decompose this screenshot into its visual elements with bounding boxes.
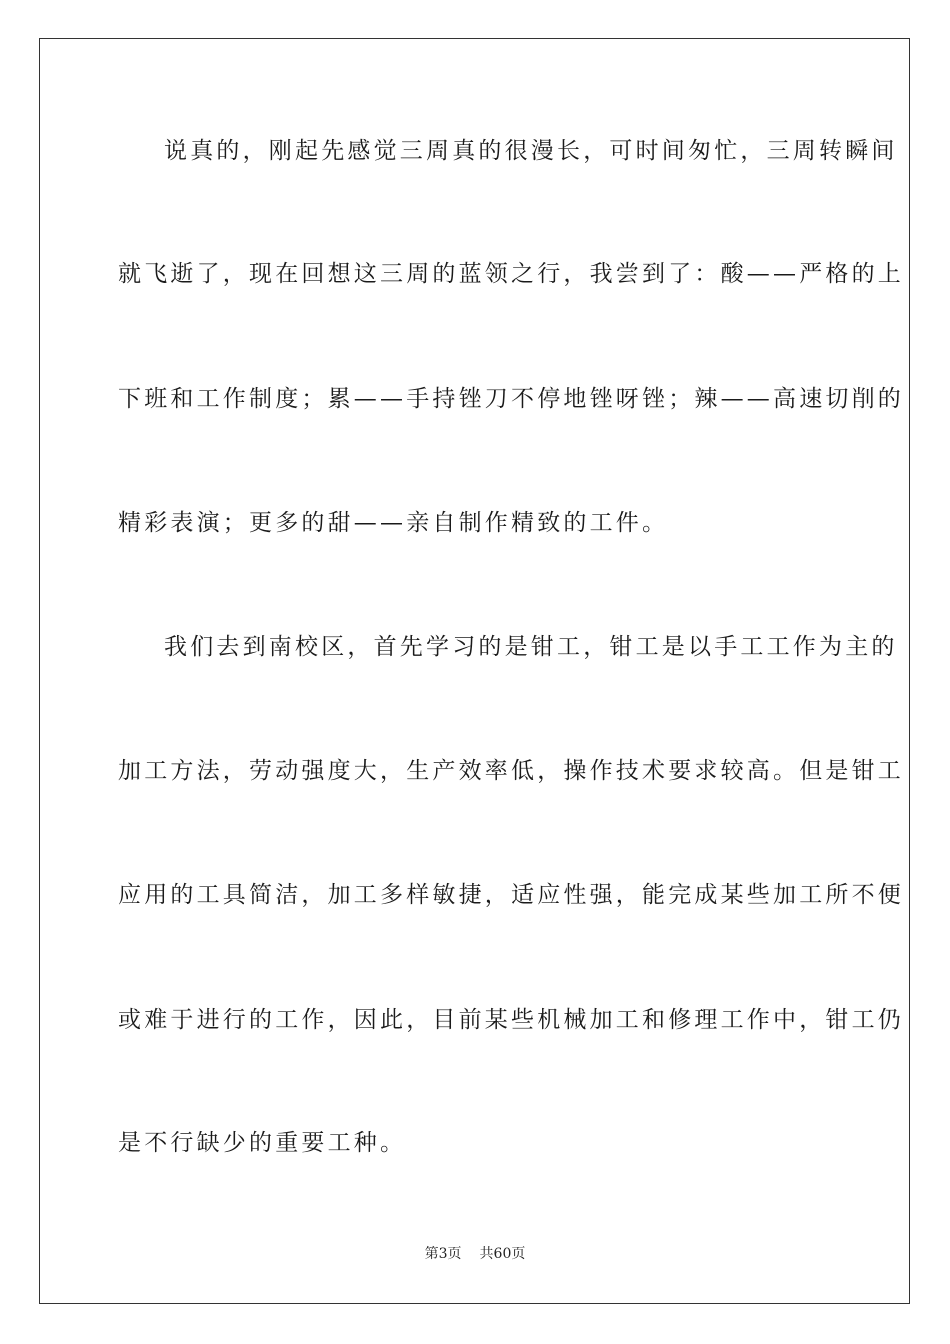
paragraph-1-line-3: 下班和工作制度；累——手持锉刀不停地锉呀锉；辣——高速切削的 [118,386,904,412]
page-border [39,38,910,1304]
paragraph-2-line-1: 我们去到南校区，首先学习的是钳工，钳工是以手工工作为主的 [164,634,898,660]
page-number: 第3页 [424,1246,462,1262]
paragraph-2-line-4: 或难于进行的工作，因此，目前某些机械加工和修理工作中，钳工仍 [118,1007,904,1033]
paragraph-1-line-2: 就飞逝了，现在回想这三周的蓝领之行，我尝到了：酸——严格的上 [118,261,904,287]
paragraph-1-line-1: 说真的，刚起先感觉三周真的很漫长，可时间匆忙，三周转瞬间 [164,138,898,164]
paragraph-2-line-3: 应用的工具简洁，加工多样敏捷，适应性强，能完成某些加工所不便 [118,882,904,908]
page-footer [0,1245,950,1263]
paragraph-2-line-5: 是不行缺少的重要工种。 [118,1130,407,1156]
paragraph-2-line-2: 加工方法，劳动强度大，生产效率低，操作技术要求较高。但是钳工 [118,758,904,784]
paragraph-1-line-4: 精彩表演；更多的甜——亲自制作精致的工件。 [118,510,669,536]
page-total: 共60页 [479,1246,526,1262]
